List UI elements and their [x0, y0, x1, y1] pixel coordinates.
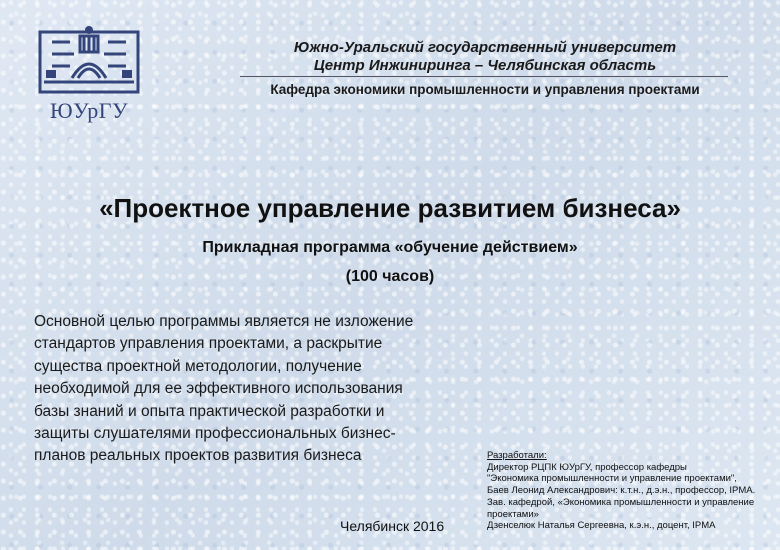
- developers-block: [487, 450, 772, 532]
- program-hours: (100 часов): [345, 268, 435, 285]
- logo-emblem-icon: [34, 22, 144, 98]
- department-name: Кафедра экономики промышленности и управления проектами: [270, 82, 700, 97]
- developer-line: Зав. кафедрой, «Экономика промышленности и управление: [487, 496, 755, 508]
- university-name: Южно-Уральский государственный университет: [293, 39, 677, 56]
- program-description: Основной целью программы является не изложение стандартов управления проектами, а раскрытие существа проектной методологии, получение необходимой для ее эффективного использования базы знаний и опыта практической разработки и защиты слушателями профессиональных бизнес-планов реальных проектов развития бизнеса: [34, 313, 414, 465]
- center-name: Центр Инжиниринга – Челябинская область: [313, 57, 657, 74]
- city-year: Челябинск 2016: [340, 518, 445, 534]
- logo-text: ЮУрГУ: [49, 98, 129, 123]
- developer-line: Директор РЦПК ЮУрГУ, профессор кафедры: [487, 461, 687, 473]
- developer-line: Дзенселюк Наталья Сергеевна, к.э.н., доцент, IPMA: [487, 520, 716, 532]
- university-logo: [34, 22, 144, 130]
- developer-line: "Экономика промышленности и управление проектами",: [487, 473, 737, 485]
- page-title: «Проектное управление развитием бизнеса»: [99, 193, 681, 223]
- developers-title: Разработали:: [487, 450, 547, 461]
- developer-line: проектами»: [487, 508, 539, 520]
- header-divider: [240, 76, 728, 77]
- program-subtitle: Прикладная программа «обучение действием»: [202, 239, 578, 256]
- developer-line: Баев Леонид Александрович: к.т.н., д.э.н., профессор, IPMA.: [487, 485, 756, 497]
